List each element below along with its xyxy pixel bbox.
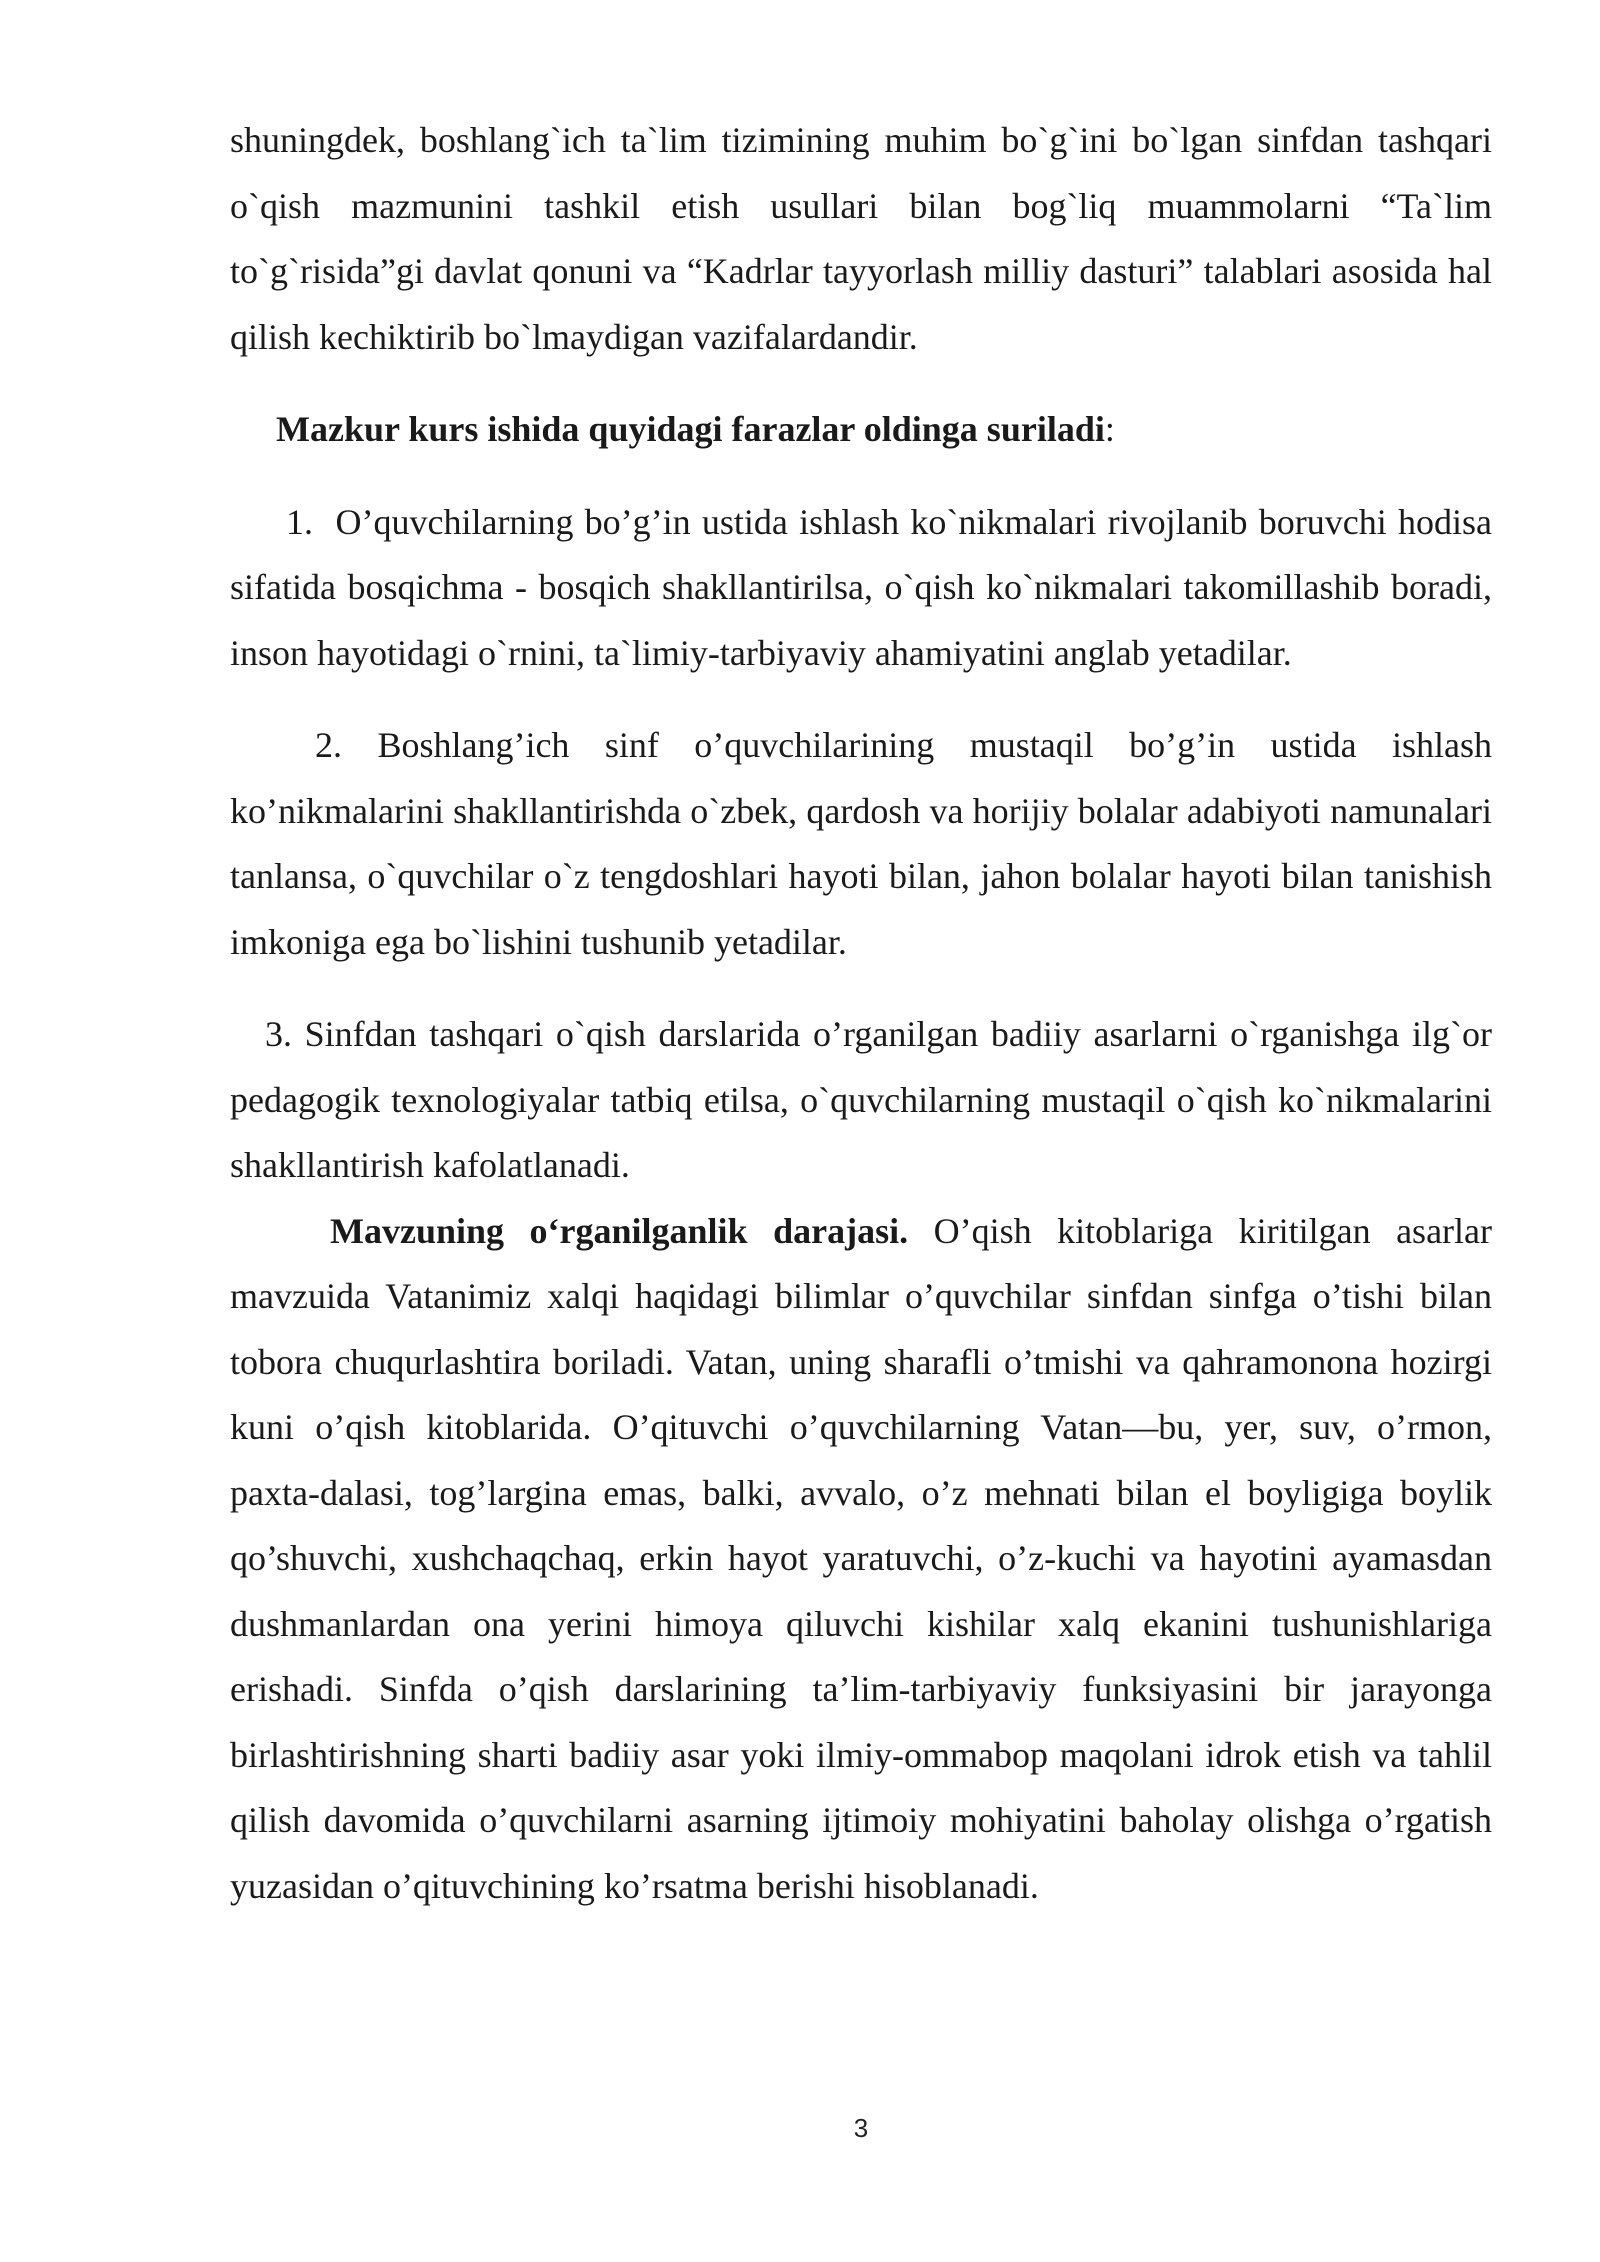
study-degree-lead: Mavzuning o‘rganilganlik darajasi. — [330, 1210, 909, 1251]
hypothesis-item-3 — [230, 1002, 1492, 1199]
hypothesis-heading-text: Mazkur kurs ishida quyidagi farazlar oldinga suriladi — [276, 409, 1105, 449]
study-degree-text: O’qish kitoblariga kiritilgan asarlar mavzuida Vatanimiz xalqi haqidagi bilimlar o’quvchilar sinfdan sinfga o’tishi bilan tobora chuqurlashtira boriladi. Vatan, uning sharafli o’tmishi va qahramonona hozirgi kuni o’qish kitoblarida. O’qituvchi o’quvchilarning Vatan—bu, yer, suv, o’rmon, paxta-dalasi, tog’largina emas, balki, avvalo, o’z mehnati bilan el boyligiga boylik qo’shuvchi, xushchaqchaq, erkin hayot yaratuvchi, o’z-kuchi va hayotini ayamasdan dushmanlardan ona yerini himoya qiluvchi kishilar xalq ekanini tushunishlariga erishadi. Sinfda o’qish darslarining ta’lim-tarbiyaviy funksiyasini bir jarayonga birlashtirishning sharti badiiy asar yoki ilmiy-ommabop maqolani idrok etish va tahlil qilish davomida o’quvchilarni asarning ijtimoiy mohiyatini baholay olishga o’rgatish yuzasidan o’qituvchining ko’rsatma berishi hisoblanadi. — [230, 1210, 1492, 1906]
item-text: Boshlang’ich sinf o’quvchilarining mustaqil bo’g’in ustida ishlash ko’nikmalarini shakllantirishda o`zbek, qardosh va horijiy bolalar adabiyoti namunalari tanlansa, o`quvchilar o`z tengdoshlari hayoti bilan, jahon bolalar hayoti bilan tanishish imkoniga ega bo`lishini tushunib yetadilar. — [230, 725, 1492, 962]
spacer — [230, 975, 1492, 1002]
item-number: 3. — [265, 1014, 292, 1054]
item-number: 1. — [286, 501, 313, 542]
document-page — [230, 108, 1492, 1919]
hypothesis-heading-colon: : — [1104, 409, 1115, 449]
spacer — [230, 370, 1492, 397]
item-text: O’quvchilarning bo’g’in ustida ishlash ko`nikmalari rivojlanib boruvchi hodisa sifatida bosqichma - bosqich shakllantirilsa, o`qish ko`nikmalari takomillashib boradi, inson hayotidagi o`rnini, ta`limiy-tarbiyaviy ahamiyatini anglab yetadilar. — [230, 501, 1492, 673]
item-text: Sinfdan tashqari o`qish darslarida o’rganilgan badiiy asarlarni o`rganishga ilg`or pedagogik texnologiyalar tatbiq etilsa, o`quvchilarning mustaqil o`qish ko`nikmalarini shakllantirish kafolatlanadi. — [230, 1014, 1493, 1185]
intro-paragraph: shuningdek, boshlang`ich ta`lim tizimining muhim bo`g`ini bo`lgan sinfdan tashqari o`qish mazmunini tashkil etish usullari bilan bog`liq muammolarni “Ta`lim to`g`risida”gi davlat qonuni va “Kadrlar tayyorlash milliy dasturi” talablari asosida hal qilish kechiktirib bo`lmaydigan vazifalardandir. — [230, 120, 1492, 357]
spacer — [230, 686, 1492, 713]
page-number: 3 — [853, 2113, 869, 2143]
spacer — [230, 463, 1492, 490]
hypothesis-item-2 — [230, 713, 1492, 975]
hypothesis-item-1 — [230, 490, 1492, 687]
item-number: 2. — [315, 725, 342, 765]
study-degree-paragraph — [230, 1199, 1492, 1920]
hypothesis-heading — [230, 397, 1492, 463]
